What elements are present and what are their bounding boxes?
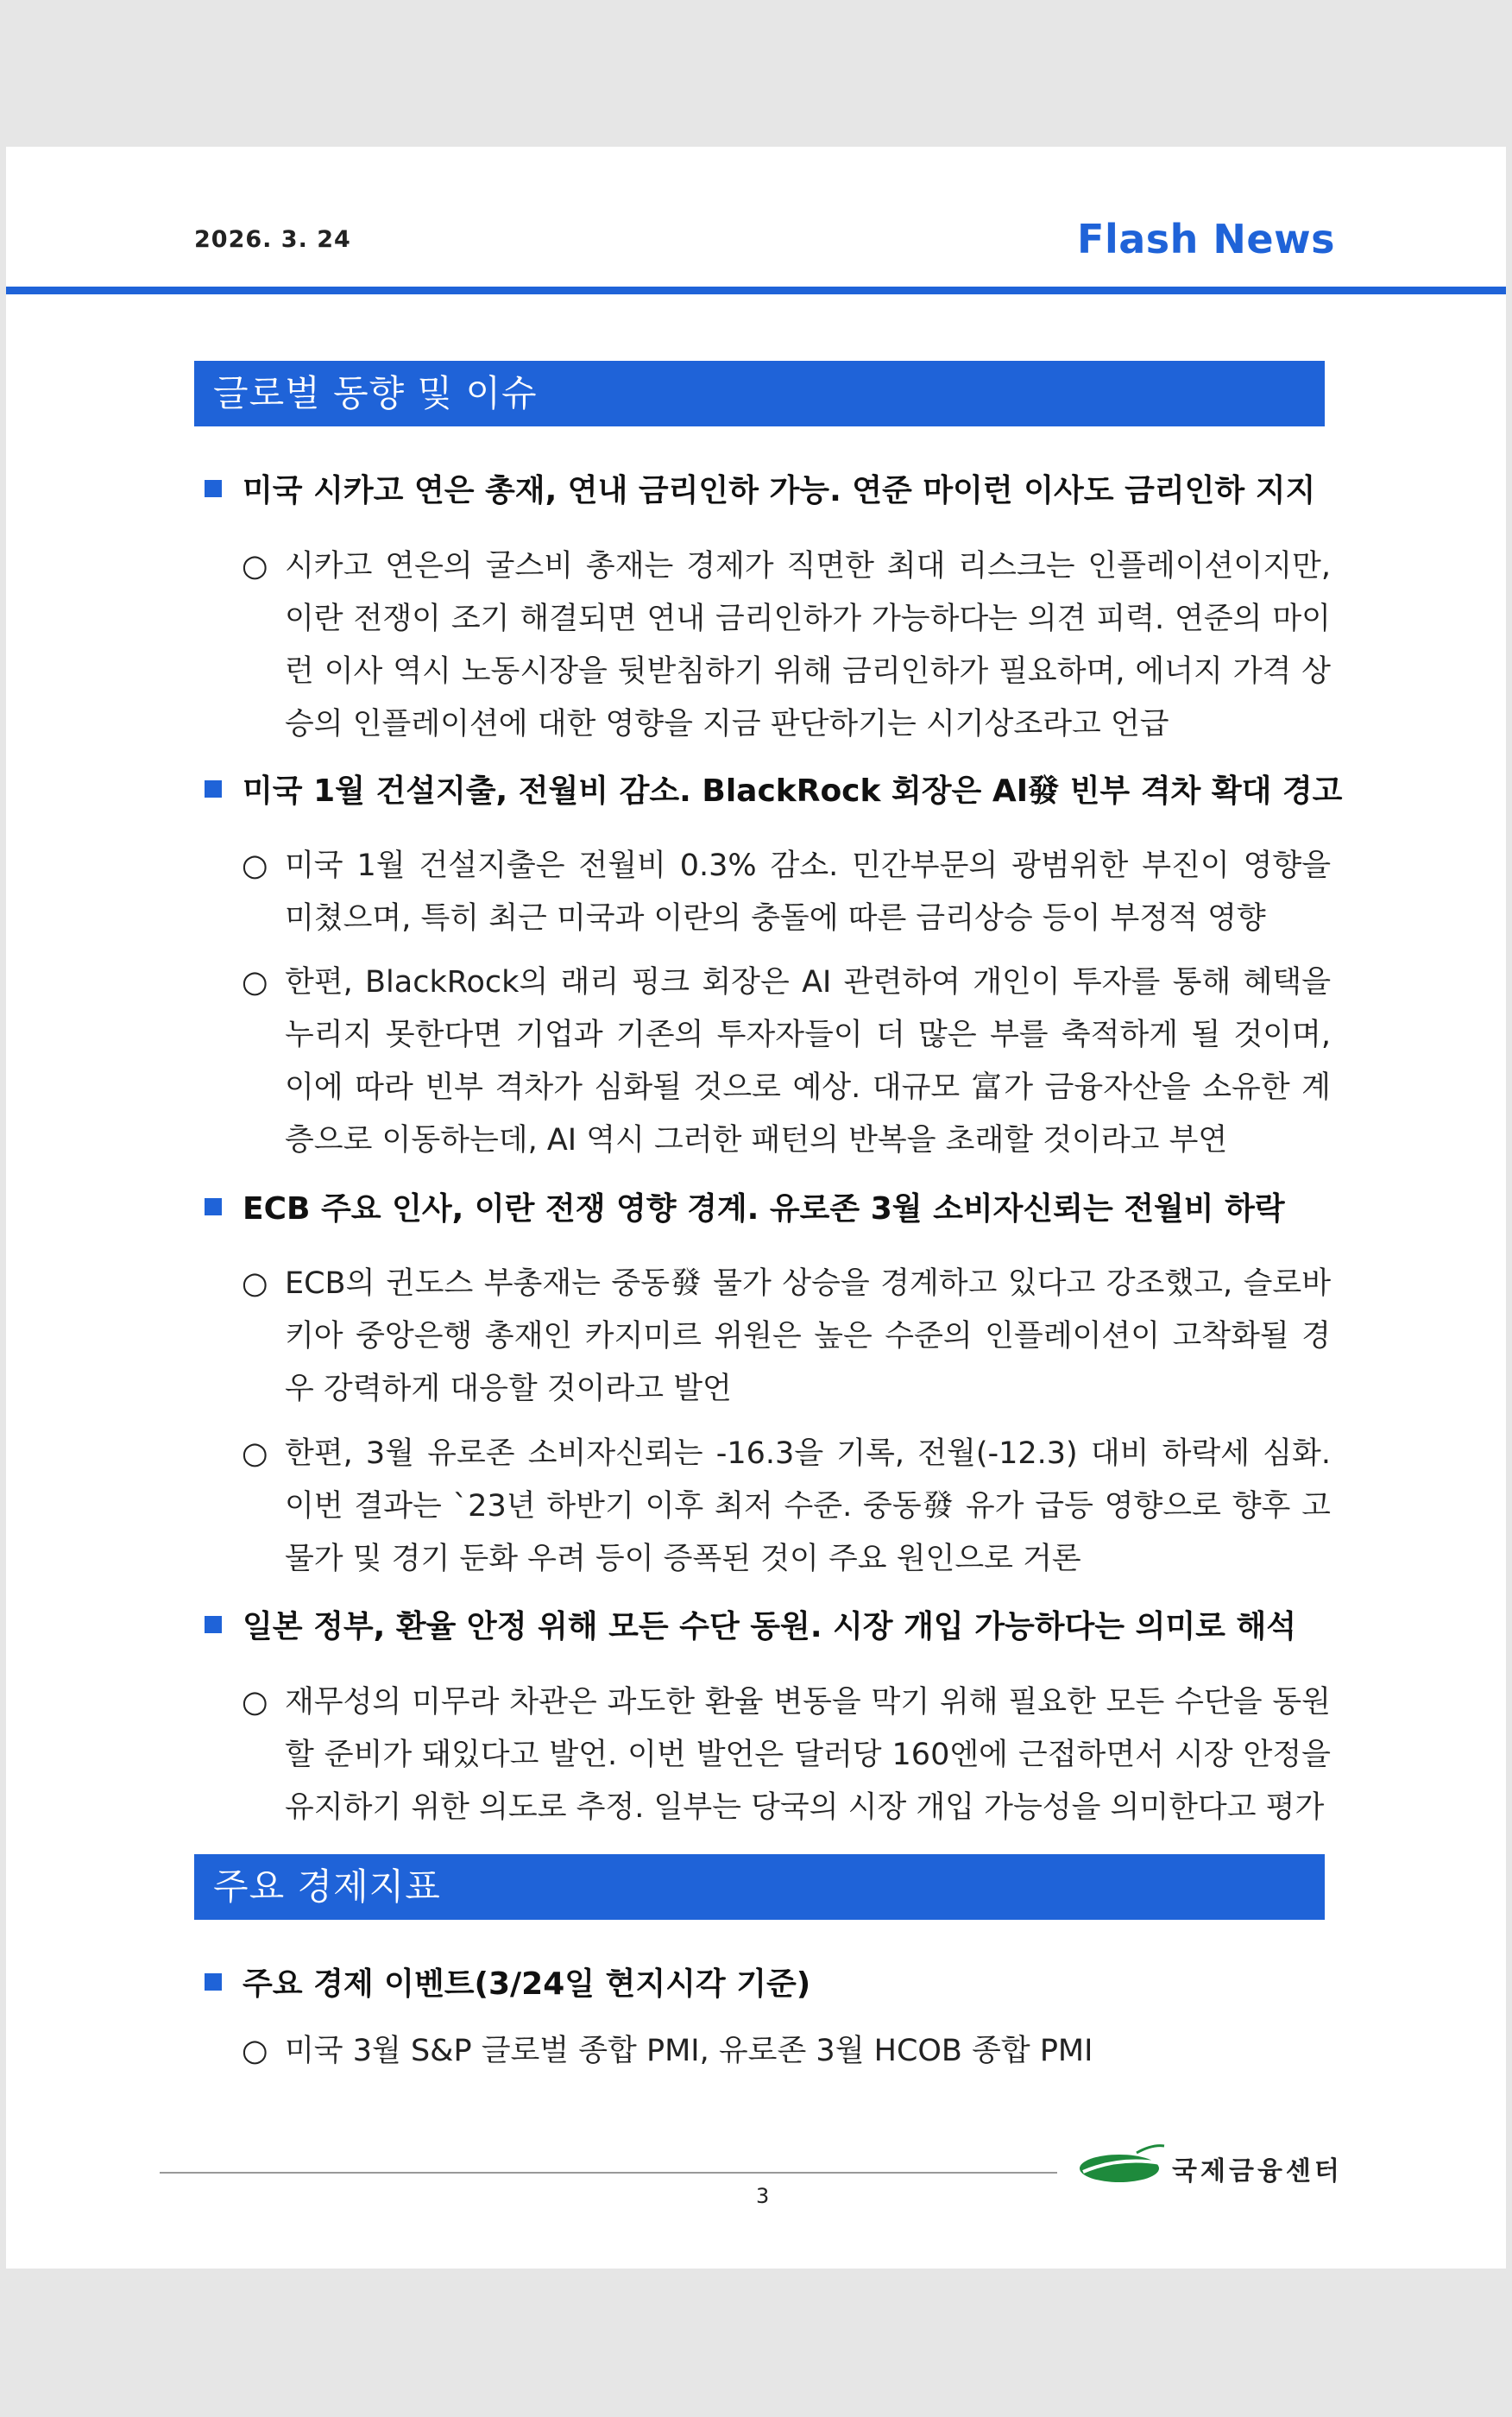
list-item-text: 미국 3월 S&P 글로벌 종합 PMI, 유로존 3월 HCOB 종합 PMI (285, 2034, 1093, 2068)
report-date: 2026. 3. 24 (194, 226, 351, 253)
item-heading-text: ECB 주요 인사, 이란 전쟁 영향 경계. 유로존 3월 소비자신뢰는 전월비 하락 (243, 1191, 1285, 1227)
section-title-key-indicators: 주요 경제지표 (194, 1854, 1325, 1920)
list-item (242, 2025, 1331, 2078)
org-name: 국제금융센터 (1172, 2156, 1343, 2187)
list-item (242, 1676, 1331, 1834)
list-item-text: 한편, BlackRock의 래리 핑크 회장은 AI 관련하여 개인이 투자를 통해 혜택을 누리지 못한다면 기업과 기존의 투자자들이 더 많은 부를 축적하게 될 것이며, 이에 따라 빈부 격차가 심화될 것으로 예상. 대규모 富가 금융자산을 소유한 계층으로 이동하는데, AI 역시 그러한 패턴의 반복을 초래할 것이라고 부연 (285, 965, 1331, 1158)
list-item (242, 956, 1331, 1167)
item-heading (205, 466, 1315, 510)
circle-bullet-icon: ○ (242, 2034, 268, 2068)
list-item (242, 1258, 1331, 1416)
brand-title: Flash News (1077, 216, 1335, 262)
item-heading-text: 일본 정부, 환율 안정 위해 모든 수단 동원. 시장 개입 가능하다는 의미로 해석 (243, 1609, 1297, 1644)
item-heading-text: 미국 시카고 연은 총재, 연내 금리인하 가능. 연준 마이런 이사도 금리인하 지지 (243, 473, 1316, 508)
item-heading (205, 767, 1342, 811)
header-divider (6, 287, 1506, 294)
list-item-text: 한편, 3월 유로존 소비자신뢰는 -16.3을 기록, 전월(-12.3) 대비 하락세 심화. 이번 결과는 `23년 하반기 이후 최저 수준. 중동發 유가 급등 영향으로 향후 고물가 및 경기 둔화 우려 등이 증폭된 것이 주요 원인으로 거론 (285, 1436, 1331, 1576)
circle-bullet-icon: ○ (242, 849, 268, 883)
circle-bullet-icon: ○ (242, 549, 268, 584)
square-bullet-icon (205, 1616, 222, 1633)
item-heading-text: 주요 경제 이벤트(3/24일 현지시각 기준) (243, 1966, 811, 2002)
item-heading-text: 미국 1월 건설지출, 전월비 감소. BlackRock 회장은 AI發 빈부 격차 확대 경고 (243, 773, 1343, 809)
list-item-text: 시카고 연은의 굴스비 총재는 경제가 직면한 최대 리스크는 인플레이션이지만, 이란 전쟁이 조기 해결되면 연내 금리인하가 가능하다는 의견 피력. 연준의 마이런 이사 역시 노동시장을 뒷받침하기 위해 금리인하가 필요하며, 에너지 가격 상승의 인플레이션에 대한 영향을 지금 판단하기는 시기상조라고 언급 (285, 549, 1331, 742)
list-item-text: 재무성의 미무라 차관은 과도한 환율 변동을 막기 위해 필요한 모든 수단을 동원할 준비가 돼있다고 발언. 이번 발언은 달러당 160엔에 근접하면서 시장 안정을 유지하기 위한 의도로 추정. 일부는 당국의 시장 개입 가능성을 의미한다고 평가 (285, 1685, 1331, 1825)
list-item (242, 1428, 1331, 1586)
footer-divider (160, 2172, 1057, 2174)
square-bullet-icon (205, 1973, 222, 1991)
square-bullet-icon (205, 780, 222, 798)
circle-bullet-icon: ○ (242, 965, 268, 1000)
item-heading (205, 1602, 1296, 1646)
circle-bullet-icon: ○ (242, 1266, 268, 1301)
list-item (242, 840, 1331, 945)
square-bullet-icon (205, 480, 222, 497)
item-heading (205, 1184, 1285, 1228)
list-item-text: 미국 1월 건설지출은 전월비 0.3% 감소. 민간부문의 광범위한 부진이 영향을 미쳤으며, 특히 최근 미국과 이란의 충돌에 따른 금리상승 등이 부정적 영향 (285, 849, 1331, 936)
list-item (242, 540, 1331, 751)
square-bullet-icon (205, 1198, 222, 1215)
section-title-global-trends: 글로벌 동향 및 이슈 (194, 361, 1325, 426)
item-heading (205, 1959, 810, 2004)
list-item-text: ECB의 귄도스 부총재는 중동發 물가 상승을 경계하고 있다고 강조했고, 슬로바키아 중앙은행 총재인 카지미르 위원은 높은 수준의 인플레이션이 고착화될 경우 강력하게 대응할 것이라고 발언 (285, 1266, 1331, 1406)
page-number: 3 (756, 2184, 770, 2208)
circle-bullet-icon: ○ (242, 1436, 268, 1471)
circle-bullet-icon: ○ (242, 1685, 268, 1720)
